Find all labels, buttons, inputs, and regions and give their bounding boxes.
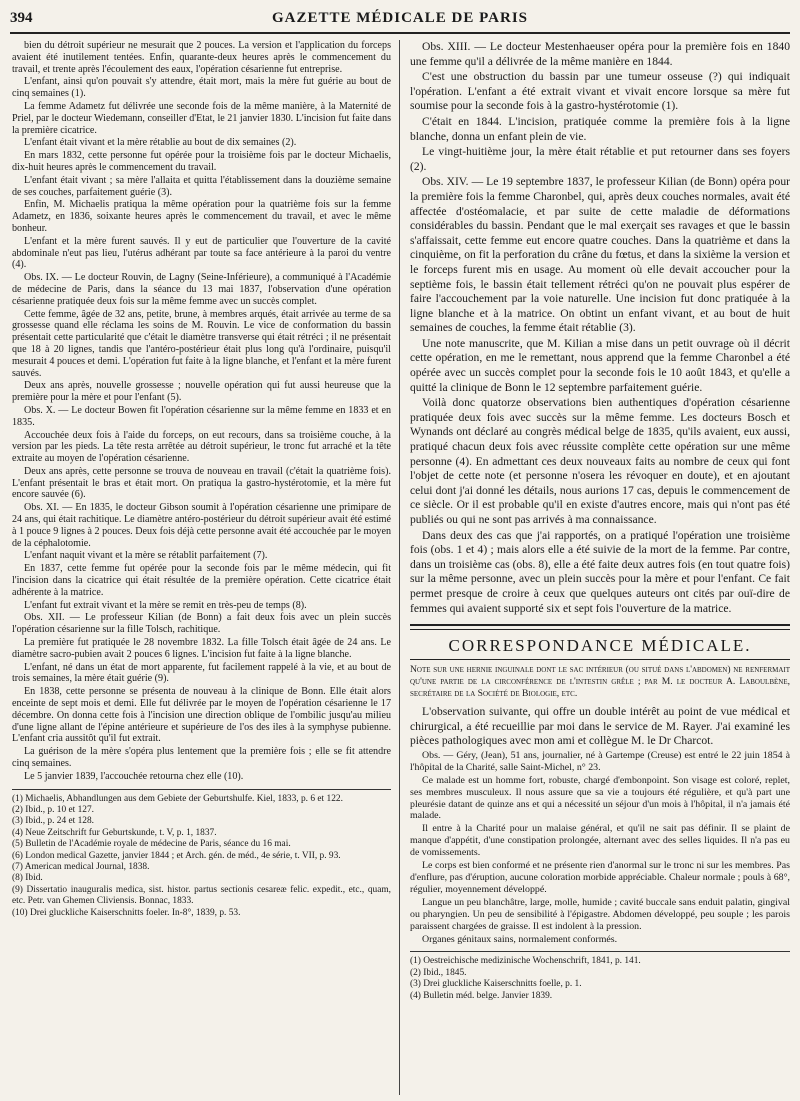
paragraph: Le 5 janvier 1839, l'accouchée retourna chez elle (10). bbox=[24, 770, 244, 782]
paragraph: bien du détroit supérieur ne mesurait que 2 pouces. La version et l'application du forceps avaient été inutilement tentées. Enfin, quarante-deux heures après le commencement du travail, et trente après l'écoulement des eaux, l'opération césarienne fut entreprise. bbox=[12, 40, 391, 75]
paragraph: Obs. XI. — En 1835, le docteur Gibson soumit à l'opération césarienne une primipare de 24 ans, qui était rachitique. Le diamètre antéro-postérieur du détroit supérieur avait été estimé à 1 pouce 9 lignes à 2 pouces. Deux fois déjà cette personne avait été accouchée par le moyen de la céphalotomie. bbox=[12, 502, 391, 549]
paragraph: L'enfant et la mère furent sauvés. Il y eut de particulier que l'ouverture de la cavité abdominale n'eut pas lieu, l'utérus adhérant par toute sa face antérieure à la paroi du ventre (4). bbox=[12, 235, 391, 271]
paragraph: La première fut pratiquée le 28 novembre 1832. La fille Tolsch était âgée de 24 ans. Le diamètre sacro-pubien avait 2 pouces 6 lignes. L'incision fut faite à la ligne blanche. bbox=[12, 637, 391, 660]
left-paragraphs bbox=[12, 40, 391, 783]
paragraph: En 1838, cette personne se présenta de nouveau à la clinique de Bonn. Elle était alors enceinte de sept mois et demi. Elle fut délivrée par le moyen de l'opération césarienne le 17 décembre. On donna cette fois à l'incision une direction oblique de l'ombilic jusqu'au milieu d'une ligne allant de l'épine antérieure et supérieure de l'os des iles à la symphyse pubienne. L'enfant cria aussitôt qu'il fut extrait. bbox=[12, 686, 391, 745]
paragraph: L'enfant était vivant et la mère rétablie au bout de dix semaines (2). bbox=[24, 137, 297, 149]
article-subtitle bbox=[410, 664, 790, 700]
paragraph: Deux ans après, nouvelle grossesse ; nouvelle opération qui fut aussi heureuse que la première pour la mère et pour l'enfant (5). bbox=[12, 380, 391, 404]
footnote: (10) Drei gluckliche Kaiserschnitts foeler. In-8°, 1839, p. 53. bbox=[12, 907, 241, 918]
paragraph: Obs. X. — Le docteur Bowen fit l'opération césarienne sur la même femme en 1833 et en 1835. bbox=[12, 404, 391, 428]
page-number: 394 bbox=[10, 10, 33, 26]
footnote: (2) Ibid., p. 10 et 127. bbox=[12, 805, 95, 816]
footnote: (5) Bulletin de l'Académie royale de médecine de Paris, séance du 16 mai. bbox=[12, 839, 291, 850]
left-footnotes bbox=[12, 789, 391, 919]
paragraph: Une note manuscrite, que M. Kilian a mise dans un petit ouvrage où il décrit cette opération, en me le remettant, nous apprend que la femme Charonbel a été opérée avec un succès complet pour la seconde fois le 10 août 1843, et qu'elle a quitté la clinique de Bonn le 12 septembre parfaitement guérie. bbox=[410, 336, 790, 394]
column-divider bbox=[399, 40, 400, 1095]
footnote: (4) Bulletin méd. belge. Janvier 1839. bbox=[410, 990, 553, 1001]
section-rule bbox=[410, 624, 790, 630]
footnote: (6) London medical Gazette, janvier 1844 ; et Arch. gén. de méd., 4e série, t. VII, p. 93. bbox=[12, 850, 341, 861]
paragraph: L'enfant était vivant ; sa mère l'allaita et quitta l'établissement dans la douzième semaine de ses couches, parfaitement guérie (3). bbox=[12, 174, 391, 198]
paragraph: C'est une obstruction du bassin par une tumeur osseuse (?) qui indiquait l'opération. L'enfant a été extrait vivant et vivait encore lorsque sa mère fut soumise pour la seconde fois à la gastro-hystérotomie (1). bbox=[410, 70, 790, 113]
footnote: (2) Ibid., 1845. bbox=[410, 967, 467, 978]
paragraph: Le vingt-huitième jour, la mère était rétablie et put retourner dans ses foyers (2). bbox=[410, 145, 790, 173]
observation-paragraph: Il entre à la Charité pour un malaise général, et qu'il ne sait pas définir. Il se plaint de manque d'appétit, d'une constipation prolongée, alternant avec des selles liquides. Il n'a pas eu de vomissements. bbox=[410, 823, 790, 859]
section-rubric: CORRESPONDANCE MÉDICALE. bbox=[410, 636, 790, 660]
article-subtitle-text: Note sur une hernie inguinale dont le sac intérieur (ou situé dans l'abdomen) ne renfermait qu'une partie de la circonférence de l'intestin grêle ; par M. le docteur A. Laboulbène, secrétaire de la Société de Biologie, etc. bbox=[410, 664, 790, 700]
right-column bbox=[410, 40, 790, 1090]
footnote: (4) Neue Zeitschrift fur Geburtskunde, t. V, p. 1, 1837. bbox=[12, 827, 217, 838]
paragraph: Obs. XIII. — Le docteur Mestenhaeuser opéra pour la première fois en 1840 une femme qu'il a délivrée de la même manière en 1844. bbox=[410, 40, 790, 68]
article-observation bbox=[410, 750, 790, 946]
paragraph: En mars 1832, cette personne fut opérée pour la troisième fois par le docteur Michaelis, dix-huit heures après le commencement du travail. bbox=[12, 150, 391, 173]
paragraph: C'était en 1844. L'incision, pratiquée comme la première fois à la ligne blanche, donna un enfant plein de vie. bbox=[410, 114, 790, 143]
paragraph: Cette femme, âgée de 32 ans, petite, brune, à membres arqués, était arrivée au terme de sa grossesse quand elle réclama les soins de M. Rouvin. Le vice de conformation du bassin présentait cette particularité que c'était le diamètre transverse qui était rétréci ; il ne présentait que 18 à 20 lignes, tandis que l'antéro-postérieur était plus long qu'à l'ordinaire, puisqu'il mesurait 4 pouces et demi. L'opération fut faite à la ligne blanche, et l'enfant et la mère furent sauvés. bbox=[12, 308, 391, 379]
paragraph: Obs. XIV. — Le 19 septembre 1837, le professeur Kilian (de Bonn) opéra pour la première fois la femme Charonbel, qui, après deux couches normales, avait été affectée d'ostéomalacie, et par suite de cette maladie de déformations considérables du bassin. Pendant que le mal exerçait ses ravages et que le bassin s'affaissait, cette femme eut encore quatre couches. Dans la quatrième et dans la cinquième, on fit la perforation du crâne du fœtus, et dans la sixième la version et le forceps furent mis en usage. Au moment où elle devait accoucher pour la septième fois, le bassin était tellement rétréci qu'on ne pouvait plus espérer de faire l'accouchement par la voie naturelle. Une incision fut donc pratiquée à la ligne blanche et à la matrice. On obtint un enfant vivant, et au bout de huit semaines de couches, la femme était rétablie (3). bbox=[410, 175, 790, 335]
page-header bbox=[10, 6, 790, 34]
paragraph: La guérison de la mère s'opéra plus lentement que la première fois ; elle se fit attendre cinq semaines. bbox=[12, 746, 391, 770]
paragraph: Enfin, M. Michaelis pratiqua la même opération pour la quatrième fois sur la femme Adametz, en 1836, soixante heures après le commencement du travail, et avec le même bonheur. bbox=[12, 199, 391, 234]
paragraph: Accouchée deux fois à l'aide du forceps, on eut recours, dans sa troisième couche, à la version par les pieds. La tête resta arrêtée au détroit supérieur, le tronc fut arraché et la tête extraite au moyen de l'opération césarienne. bbox=[12, 429, 391, 465]
paragraph: L'enfant naquit vivant et la mère se rétablit parfaitement (7). bbox=[24, 550, 268, 562]
footnote: (1) Oestreichische medizinische Wochenschrift, 1841, p. 141. bbox=[410, 956, 641, 967]
footnote: (3) Drei gluckliche Kaiserschnitts foelle, p. 1. bbox=[410, 979, 582, 990]
footnote: (1) Michaelis, Abhandlungen aus dem Gebiete der Geburtshulfe. Kiel, 1833, p. 6 et 122. bbox=[12, 793, 343, 804]
paragraph: L'enfant fut extrait vivant et la mère se remit en très-peu de temps (8). bbox=[24, 599, 307, 611]
paragraph: En 1837, cette femme fut opérée pour la seconde fois par le même médecin, qui fit l'incision dans la cicatrice qui était résultée de la première opération. Cette cicatrice était adhérente à la matrice. bbox=[12, 563, 391, 598]
paragraph: Obs. XII. — Le professeur Kilian (de Bonn) a fait deux fois avec un plein succès l'opération césarienne sur la fille Tolsch, rachitique. bbox=[12, 612, 391, 636]
left-column bbox=[12, 40, 391, 1090]
paragraph: Dans deux des cas que j'ai rapportés, on a pratiqué l'opération une troisième fois (obs. 1 et 4) ; mais alors elle a été suivie de la mort de la femme. Par contre, dans un troisième cas (obs. 8), elle a été faite deux autres fois (en tout quatre fois) sur la même personne, avec un plein succès pour la mère et pour l'enfant. Ce fait permet presque de croire à ceux que quelques auteurs ont cités par ouï-dire de femmes qui avaient supporté six et sept fois l'ouverture de la matrice. bbox=[410, 528, 790, 615]
article-intro: L'observation suivante, qui offre un double intérêt au point de vue médical et chirurgical, a été recueillie par moi dans le service de M. Rayer. J'ai examiné les pièces pathologiques avec mon ami et collègue M. le Dr Charcot. bbox=[410, 705, 790, 748]
paragraph: L'enfant, né dans un état de mort apparente, fut facilement rappelé à la vie, et au bout de trois semaines, la mère était guérie (9). bbox=[12, 661, 391, 685]
observation-paragraph: Langue un peu blanchâtre, large, molle, humide ; cavité buccale sans enduit palatin, gingival ou pharyngien. Un peu de sensibilité à l'épigastre. Abdomen développé, peu souple ; les parois paraissent chargées de graisse. Il est indolent à la pression. bbox=[410, 896, 790, 932]
footnote: (3) Ibid., p. 24 et 128. bbox=[12, 816, 95, 827]
footnote: (8) Ibid. bbox=[12, 873, 43, 884]
journal-title: GAZETTE MÉDICALE DE PARIS bbox=[271, 10, 528, 26]
observation-paragraph: Obs. — Géry, (Jean), 51 ans, journalier, né à Gartempe (Creuse) est entré le 22 juin 1854 à l'hôpital de la Charité, salle Saint-Michel, n° 23. bbox=[410, 749, 790, 773]
paragraph: Deux ans après, cette personne se trouva de nouveau en travail (c'était la quatrième fois). L'enfant présentait le bras et était mort. On pratiqua la gastro-hystérotomie, et la mère fut encore sauvée (6). bbox=[12, 465, 391, 501]
observation-paragraph: Organes génitaux sains, normalement conformés. bbox=[422, 933, 618, 945]
footnote: (9) Dissertatio inauguralis medica, sist. histor. partus sectionis cesareæ felic. expedit., etc., quam, etc. Petr. van Ghemen Cliviensis. Bonnac, 1833. bbox=[12, 884, 391, 907]
observation-paragraph: Ce malade est un homme fort, robuste, chargé d'embonpoint. Son visage est coloré, replet, ses membres musculeux. Il nous assure que sa vie a toujours été régulière, et qu'à part une pleurésie datant de quinze ans et qui a nécessité un séjour d'un mois à l'hôpital, il n'a jamais été malade. bbox=[410, 774, 790, 822]
paragraph: Voilà donc quatorze observations bien authentiques d'opération césarienne pratiquée deux fois avec succès sur la même femme. Les docteurs Bosch et Wynands ont déclaré au congrès médical belge de 1835, qu'ils avaient, eux aussi, pratiqué chacun deux fois avec réussite complète cette opération sur une même personne (4). En admettant ces deux nouveaux faits au nombre de ceux qui font l'objet de cette note (et personne n'osera les révoquer en doute), et en ajoutant celui dont j'ai donné les détails, nous aurions 17 cas, depuis le commencement de ce siècle. Or il est probable qu'il en existe d'autres encore, mais qui n'ont pas été publiés ou qui ne sont pas arrivés à ma connaissance. bbox=[410, 396, 790, 526]
right-footnotes bbox=[410, 951, 790, 1002]
right-paragraphs bbox=[410, 40, 790, 616]
footnote: (7) American medical Journal, 1838. bbox=[12, 862, 150, 873]
observation-paragraph: Le corps est bien conformé et ne présente rien d'anormal sur le tronc ni sur les membres. Pas d'enflure, pas d'éruption, aucune coloration morbide appréciable. Chaleur normale ; pouls à 68°, régulier, moyennement développé. bbox=[410, 860, 790, 895]
paragraph: Obs. IX. — Le docteur Rouvin, de Lagny (Seine-Inférieure), a communiqué à l'Académie de médecine de Paris, dans la séance du 13 mai 1837, l'observation d'une opération césarienne pratiquée deux fois sur la même femme avec un succès complet. bbox=[12, 272, 391, 307]
paragraph: La femme Adametz fut délivrée une seconde fois de la même manière, à la Maternité de Priel, par le docteur Wiedemann, conseiller d'Etat, le 21 janvier 1830. L'incision fut faite dans la première cicatrice. bbox=[12, 100, 391, 136]
paragraph: L'enfant, ainsi qu'on pouvait s'y attendre, était mort, mais la mère fut guérie au bout de cinq semaines (1). bbox=[12, 76, 391, 100]
